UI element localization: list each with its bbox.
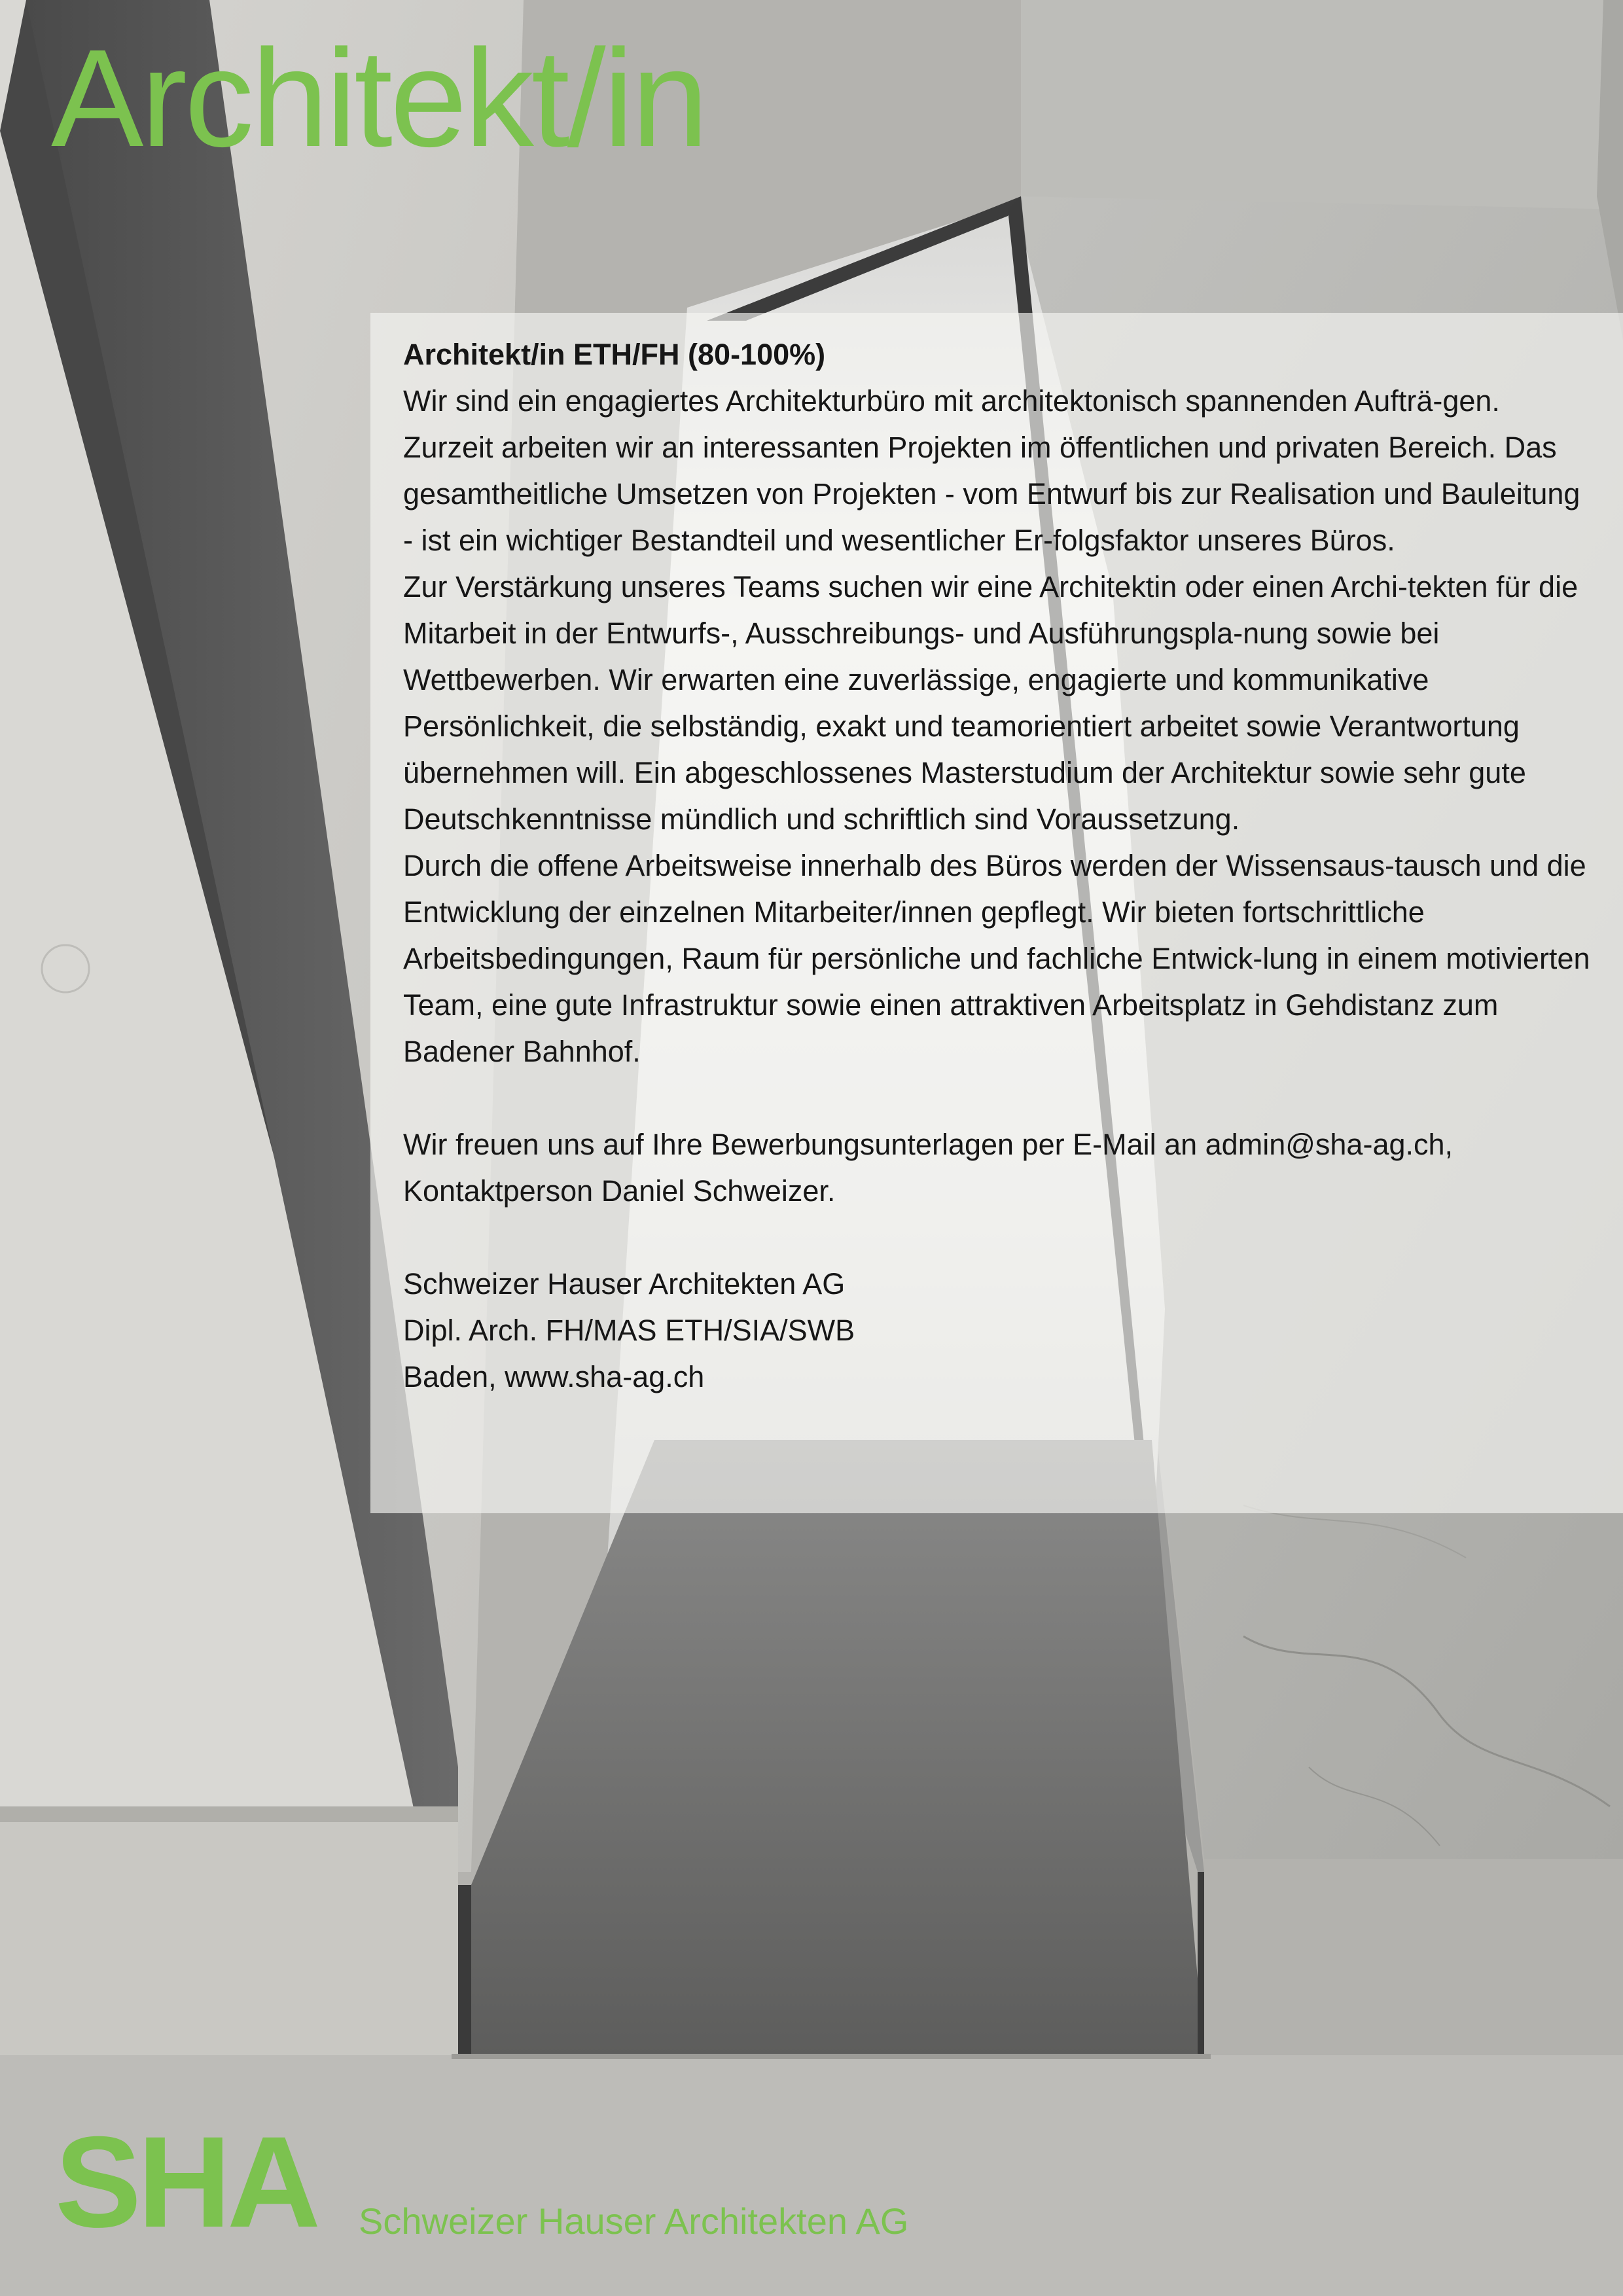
job-ad-panel — [370, 313, 1623, 1513]
ad-paragraph-requirements: Zur Verstärkung unseres Teams suchen wir eine Architektin oder einen Archi-tekten für die Mitarbeit in der Entwurfs-, Ausschreibungs- und Ausführungspla-nung sowie bei Wettbewerben. Wir erwarten eine zuverlässige, engagierte und kommunikative Persönlichkeit, die selbständig, exakt und teamorientiert arbeitet sowie Verantwortung übernehmen will. Ein abgeschlossenes Masterstudium der Architektur sowie sehr gute Deutschkenntnisse mündlich und schriftlich sind Voraussetzung. — [403, 570, 1578, 836]
footer-company-name: Schweizer Hauser Architekten AG — [359, 2200, 909, 2242]
job-title: Architekt/in ETH/FH (80-100%) — [403, 338, 826, 371]
paragraph-spacer — [403, 1214, 1590, 1261]
company-location-website: Baden, www.sha-ag.ch — [403, 1360, 705, 1393]
paragraph-spacer — [403, 1075, 1590, 1121]
ad-paragraph-intro: Wir sind ein engagiertes Architekturbüro mit architektonisch spannenden Aufträ-gen. Zurzeit arbeiten wir an interessanten Projekten im öffentlichen und privaten Bereich. Das gesamtheitliche Umsetzen von Projekten - vom Entwurf bis zur Realisation und Bauleitung - ist ein wichtiger Bestandteil und wesentlicher Er-folgsfaktor unseres Büros. — [403, 384, 1580, 557]
ad-paragraph-offer: Durch die offene Arbeitsweise innerhalb des Büros werden der Wissensaus-tausch und die Entwicklung der einzelnen Mitarbeiter/innen gepflegt. Wir bieten fortschrittliche Arbeitsbedingungen, Raum für persönliche und fachliche Entwick-lung in einem motivierten Team, eine gute Infrastruktur sowie einen attraktiven Arbeitsplatz in Gehdistanz zum Badener Bahnhof. — [403, 849, 1590, 1068]
page-headline: Architekt/in — [51, 20, 706, 175]
sha-logo: SHA — [55, 2109, 317, 2254]
application-note: Wir freuen uns auf Ihre Bewerbungsunterlagen per E-Mail an admin@sha-ag.ch, Kontaktperson Daniel Schweizer. — [403, 1128, 1454, 1208]
company-qualifications: Dipl. Arch. FH/MAS ETH/SIA/SWB — [403, 1314, 855, 1347]
company-name: Schweizer Hauser Architekten AG — [403, 1267, 846, 1300]
